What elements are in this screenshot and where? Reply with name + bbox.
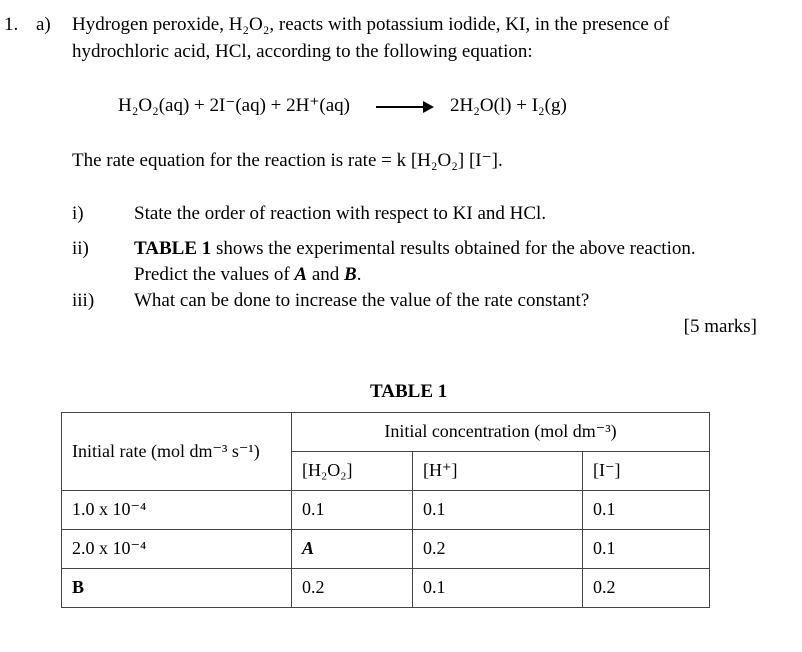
- h2o2-cell: A: [292, 530, 413, 569]
- h-cell: 0.2: [413, 530, 583, 569]
- subpart-text-i: State the order of reaction with respect to KI and HCl.: [134, 203, 547, 224]
- part-label: a): [36, 14, 51, 35]
- i-cell: 0.2: [583, 569, 710, 608]
- chemical-equation: [118, 95, 567, 118]
- h2o2-cell: 0.1: [292, 491, 413, 530]
- subpart-label-iii: iii): [72, 290, 95, 311]
- rate-cell: B: [62, 569, 292, 608]
- rate-cell: 1.0 x 10⁻⁴: [62, 491, 292, 530]
- table-row: [62, 569, 710, 608]
- rate-equation: The rate equation for the reaction is rate = k [H₂O₂] [I⁻].: [72, 150, 503, 171]
- intro-line-1: Hydrogen peroxide, H₂O₂, reacts with potassium iodide, KI, in the presence of: [72, 14, 670, 35]
- marks-label: [5 marks]: [683, 316, 757, 337]
- subpart-label-ii: ii): [72, 238, 89, 259]
- subpart-label-i: i): [72, 203, 84, 224]
- h2o2-cell: 0.2: [292, 569, 413, 608]
- table-row: [62, 530, 710, 569]
- header-initial-rate: Initial rate (mol dm⁻³ s⁻¹): [62, 413, 292, 491]
- subpart-text-ii-line2: Predict the values of A and B.: [134, 264, 362, 285]
- i-cell: 0.1: [583, 530, 710, 569]
- results-table: [61, 412, 710, 608]
- subpart-text-iii: What can be done to increase the value of the rate constant?: [134, 290, 590, 311]
- h-cell: 0.1: [413, 569, 583, 608]
- intro-line-2: hydrochloric acid, HCl, according to the following equation:: [72, 41, 533, 62]
- h-cell: 0.1: [413, 491, 583, 530]
- table-title: TABLE 1: [370, 381, 448, 402]
- variable-b: B: [344, 264, 357, 285]
- column-i-minus: [I⁻]: [583, 452, 710, 491]
- rate-cell: 2.0 x 10⁻⁴: [62, 530, 292, 569]
- column-h-plus: [H⁺]: [413, 452, 583, 491]
- variable-a: A: [294, 264, 308, 285]
- header-initial-concentration: Initial concentration (mol dm⁻³): [292, 413, 710, 452]
- table-row: [62, 491, 710, 530]
- equation-reactants: H₂O₂(aq) + 2I⁻(aq) + 2H⁺(aq): [118, 95, 350, 116]
- i-cell: 0.1: [583, 491, 710, 530]
- equation-products: 2H₂O(l) + I₂(g): [450, 95, 567, 116]
- reaction-arrow-icon: [376, 106, 432, 108]
- subpart-text-ii: TABLE 1 shows the experimental results obtained for the above reaction.: [134, 238, 696, 259]
- question-number: 1.: [4, 14, 19, 35]
- column-h2o2: [H₂O₂]: [292, 452, 413, 491]
- table-reference: TABLE 1: [134, 238, 212, 259]
